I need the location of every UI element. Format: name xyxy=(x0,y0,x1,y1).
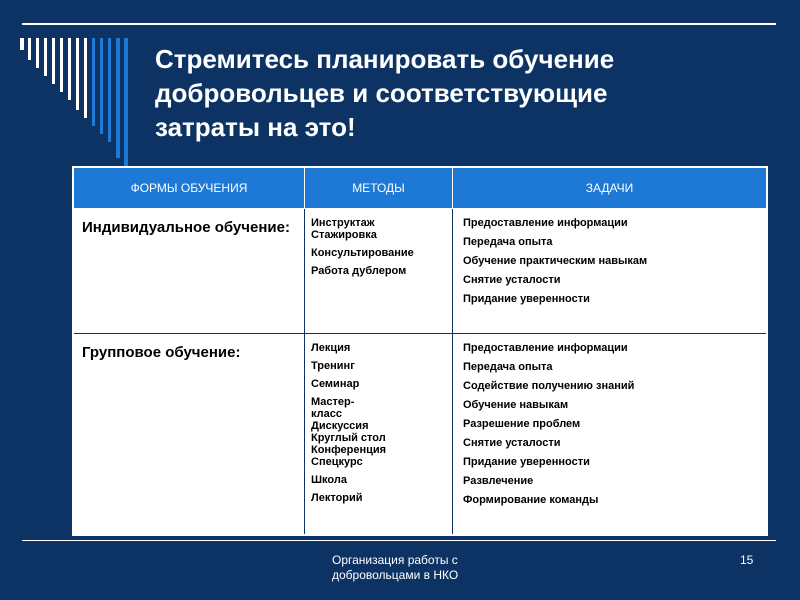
task-item: Придание уверенности xyxy=(463,456,590,468)
task-item: Придание уверенности xyxy=(463,293,590,305)
task-item: Снятие усталости xyxy=(463,437,561,449)
task-item: Предоставление информации xyxy=(463,342,628,354)
task-item: Снятие усталости xyxy=(463,274,561,286)
method-item: Круглый стол xyxy=(311,432,386,444)
header-tasks: ЗАДАЧИ xyxy=(453,167,768,209)
methods-cell xyxy=(305,209,453,334)
method-item: класс xyxy=(311,408,342,420)
footer-line: Организация работы с xyxy=(332,553,458,567)
task-item: Формирование команды xyxy=(463,494,599,506)
table-row xyxy=(73,209,767,334)
method-item: Спецкурс xyxy=(311,456,363,468)
task-item: Передача опыта xyxy=(463,361,553,373)
bottom-divider xyxy=(22,540,776,541)
method-item: Семинар xyxy=(311,378,360,390)
title-line: Стремитесь планировать обучение xyxy=(155,44,615,74)
method-item: Лекторий xyxy=(311,492,363,504)
slide-title xyxy=(155,42,755,144)
title-line: добровольцев и соответствующие xyxy=(155,78,608,108)
task-item: Обучение навыкам xyxy=(463,399,569,411)
task-item: Разрешение проблем xyxy=(463,418,581,430)
method-item: Тренинг xyxy=(311,360,355,372)
decorative-stripes xyxy=(20,38,140,178)
form-cell: Индивидуальное обучение: xyxy=(73,209,305,334)
task-item: Содействие получению знаний xyxy=(463,380,635,392)
method-item: Стажировка xyxy=(311,229,377,241)
form-cell: Групповое обучение: xyxy=(73,334,305,536)
method-item: Мастер- xyxy=(311,396,355,408)
method-item: Инструктаж xyxy=(311,217,375,229)
task-item: Передача опыта xyxy=(463,236,553,248)
method-item: Работа дублером xyxy=(311,265,407,277)
header-methods: МЕТОДЫ xyxy=(305,167,453,209)
title-line: затраты на это! xyxy=(155,112,356,142)
training-table xyxy=(72,166,768,536)
task-item: Обучение практическим навыкам xyxy=(463,255,648,267)
tasks-cell xyxy=(453,334,768,536)
method-item: Конференция xyxy=(311,444,387,456)
task-item: Развлечение xyxy=(463,475,534,487)
footer-line: добровольцами в НКО xyxy=(332,568,459,582)
method-item: Консультирование xyxy=(311,247,414,259)
task-item: Предоставление информации xyxy=(463,217,628,229)
method-item: Лекция xyxy=(311,342,351,354)
methods-cell xyxy=(305,334,453,536)
page-number: 15 xyxy=(740,553,754,567)
table-header-row xyxy=(73,167,767,209)
header-forms: ФОРМЫ ОБУЧЕНИЯ xyxy=(73,167,305,209)
method-item: Школа xyxy=(311,474,347,486)
top-divider xyxy=(22,23,776,25)
table-row xyxy=(73,334,767,536)
method-item: Дискуссия xyxy=(311,420,369,432)
tasks-cell xyxy=(453,209,768,334)
footer-text xyxy=(332,553,482,583)
